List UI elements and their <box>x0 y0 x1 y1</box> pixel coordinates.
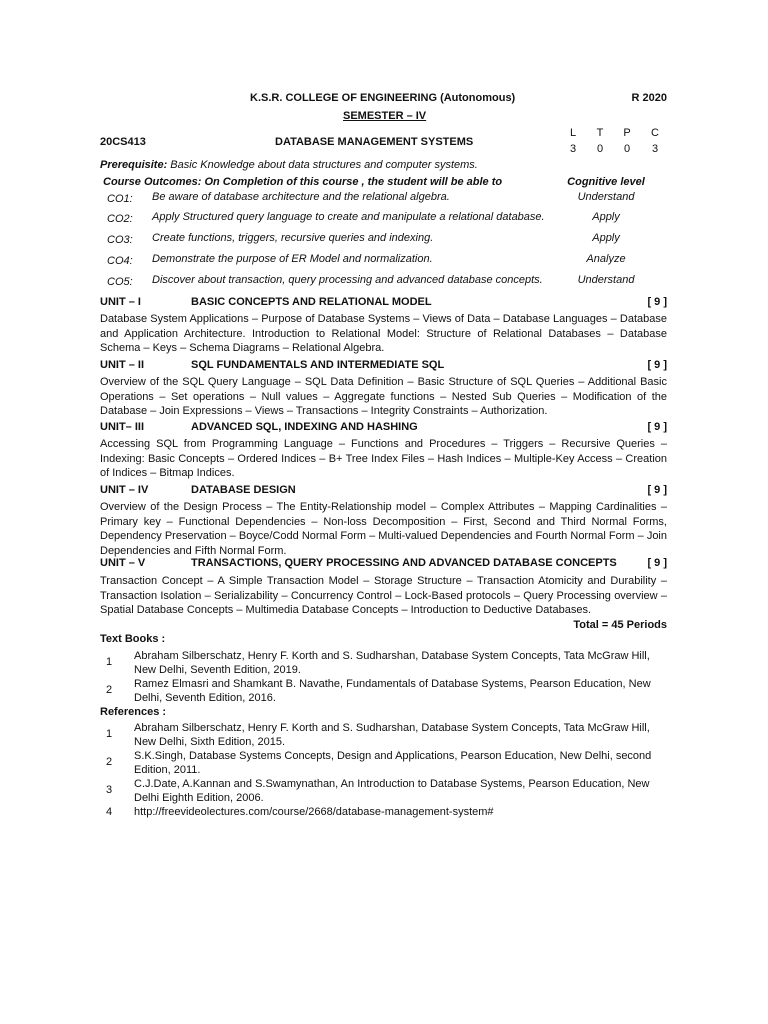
ltpc-value-c: 3 <box>651 143 659 155</box>
semester: SEMESTER – IV <box>343 110 427 122</box>
unit-hours: [ 9 ] <box>647 484 667 496</box>
outcome-row <box>100 274 667 288</box>
prerequisite <box>100 159 478 172</box>
outcome-code: CO3: <box>107 234 133 246</box>
ltpc-label-t: T <box>596 127 604 139</box>
unit-number: UNIT– III <box>100 421 145 433</box>
outcome-row <box>100 211 667 225</box>
unit-1-heading <box>100 296 667 310</box>
item-text: Abraham Silberschatz, Henry F. Korth and S. Sudharshan, Database System Concepts, Tata McGraw Hill, New Delhi, Sixth Edition, 2015. <box>134 722 650 748</box>
outcome-row <box>100 191 667 205</box>
item-text: S.K.Singh, Database Systems Concepts, Design and Applications, Pearson Education, New Delhi, second Edition, 2011. <box>134 750 652 776</box>
outcome-row <box>100 232 667 246</box>
outcome-code: CO1: <box>107 193 133 205</box>
course-title: DATABASE MANAGEMENT SYSTEMS <box>275 136 474 148</box>
ltpc-label-l: L <box>569 127 577 139</box>
unit-4-content: Overview of the Design Process – The Entity-Relationship model – Complex Attributes – Mapping Cardinalities – Primary key – Functional Dependencies – Non-loss Decomposition – First, Second and Third Normal Forms, Dependency Preservation – Boyce/Codd Normal Form – Multi-valued Dependencies and Fourth Normal Form – Join Dependencies and Fifth Normal Form. <box>100 501 667 557</box>
regulation: R 2020 <box>631 92 667 104</box>
outcome-text: Discover about transaction, query processing and advanced database concepts. <box>152 274 543 286</box>
unit-hours: [ 9 ] <box>647 421 667 433</box>
outcome-level: Analyze <box>586 253 626 265</box>
item-number: 2 <box>106 756 113 768</box>
unit-5-heading <box>100 557 667 571</box>
outcome-text: Be aware of database architecture and the relational algebra. <box>152 191 450 203</box>
item-text: Abraham Silberschatz, Henry F. Korth and S. Sudharshan, Database System Concepts, Tata McGraw Hill, New Delhi, Seventh Edition, 2019. <box>134 650 650 676</box>
unit-hours: [ 9 ] <box>647 296 667 308</box>
unit-number: UNIT – II <box>100 359 145 371</box>
unit-number: UNIT – V <box>100 557 146 569</box>
ltpc-value-p: 0 <box>623 143 631 155</box>
outcome-level: Apply <box>592 211 620 223</box>
unit-title: DATABASE DESIGN <box>191 484 296 496</box>
outcome-level: Understand <box>577 191 635 203</box>
item-text: Ramez Elmasri and Shamkant B. Navathe, Fundamentals of Database Systems, Pearson Education, New Delhi, Seventh Edition, 2016. <box>134 678 651 704</box>
unit-4-heading <box>100 484 667 498</box>
unit-5-content: Transaction Concept – A Simple Transaction Model – Storage Structure – Transaction Atomicity and Durability – Transaction Isolation – Serializability – Concurrency Control – Lock-Based protocols – Query Processing overview – Spatial Database Concepts – Multimedia Database Concepts – Introduction to Deductive Databases. <box>100 575 667 617</box>
item-number: 2 <box>106 684 113 696</box>
outcome-code: CO2: <box>107 213 133 225</box>
unit-hours: [ 9 ] <box>647 359 667 371</box>
college-name: K.S.R. COLLEGE OF ENGINEERING (Autonomous) <box>250 92 516 104</box>
total-periods: Total = 45 Periods <box>573 619 667 631</box>
reference-link[interactable]: http://freevideolectures.com/course/2668/database-management-system# <box>134 806 494 818</box>
ltpc-value-t: 0 <box>596 143 604 155</box>
item-text: C.J.Date, A.Kannan and S.Swamynathan, An Introduction to Database Systems, Pearson Education, New Delhi Eighth Edition, 2006. <box>134 778 650 804</box>
outcome-row <box>100 253 667 267</box>
outcome-text: Demonstrate the purpose of ER Model and normalization. <box>152 253 433 265</box>
text-books-heading: Text Books : <box>100 633 166 645</box>
item-number: 4 <box>106 806 113 818</box>
syllabus-page <box>100 0 667 1024</box>
outcome-text: Create functions, triggers, recursive queries and indexing. <box>152 232 434 244</box>
ltpc-label-c: C <box>651 127 659 139</box>
outcome-code: CO5: <box>107 276 133 288</box>
ltpc-value-l: 3 <box>569 143 577 155</box>
unit-number: UNIT – IV <box>100 484 149 496</box>
outcome-text: Apply Structured query language to create and manipulate a relational database. <box>152 211 545 223</box>
item-number: 1 <box>106 728 113 740</box>
course-code: 20CS413 <box>100 136 146 148</box>
outcome-level: Apply <box>592 232 620 244</box>
unit-title: SQL FUNDAMENTALS AND INTERMEDIATE SQL <box>191 359 445 371</box>
unit-title: TRANSACTIONS, QUERY PROCESSING AND ADVANCED DATABASE CONCEPTS <box>191 557 617 569</box>
prerequisite-text: Basic Knowledge about data structures and computer systems. <box>167 159 478 171</box>
item-number: 1 <box>106 656 113 668</box>
outcome-code: CO4: <box>107 255 133 267</box>
prerequisite-label: Prerequisite: <box>100 159 168 171</box>
outcomes-heading: Course Outcomes: On Completion of this course , the student will be able to <box>103 176 503 188</box>
unit-2-heading <box>100 359 667 373</box>
unit-title: BASIC CONCEPTS AND RELATIONAL MODEL <box>191 296 432 308</box>
unit-hours: [ 9 ] <box>647 557 667 569</box>
item-number: 3 <box>106 784 113 796</box>
ltpc-label-p: P <box>623 127 631 139</box>
cognitive-level-heading: Cognitive level <box>567 176 645 188</box>
unit-number: UNIT – I <box>100 296 141 308</box>
unit-3-heading <box>100 421 667 435</box>
unit-2-content: Overview of the SQL Query Language – SQL Data Definition – Basic Structure of SQL Queries – Additional Basic Operations – Set operations – Null values – Aggregate functions – Nested Sub Queries – Modification of the Database – Join Expressions – Views – Transactions – Integrity Constraints – Authorization. <box>100 376 667 418</box>
unit-title: ADVANCED SQL, INDEXING AND HASHING <box>191 421 418 433</box>
unit-3-content: Accessing SQL from Programming Language – Functions and Procedures – Triggers – Recursive Queries – Indexing: Basic Concepts – Ordered Indices – B+ Tree Index Files – Hash Indices – Multiple-Key Access – Creation of Indices – Bitmap Indices. <box>100 438 667 480</box>
ltpc-table <box>565 127 667 157</box>
unit-1-content: Database System Applications – Purpose of Database Systems – Views of Data – Database Languages – Database and Application Architecture. Introduction to Relational Model: Structure of Relational Databases – Database Schema – Keys – Schema Diagrams – Relational Algebra. <box>100 313 667 355</box>
references-heading: References : <box>100 706 167 718</box>
outcome-level: Understand <box>577 274 635 286</box>
